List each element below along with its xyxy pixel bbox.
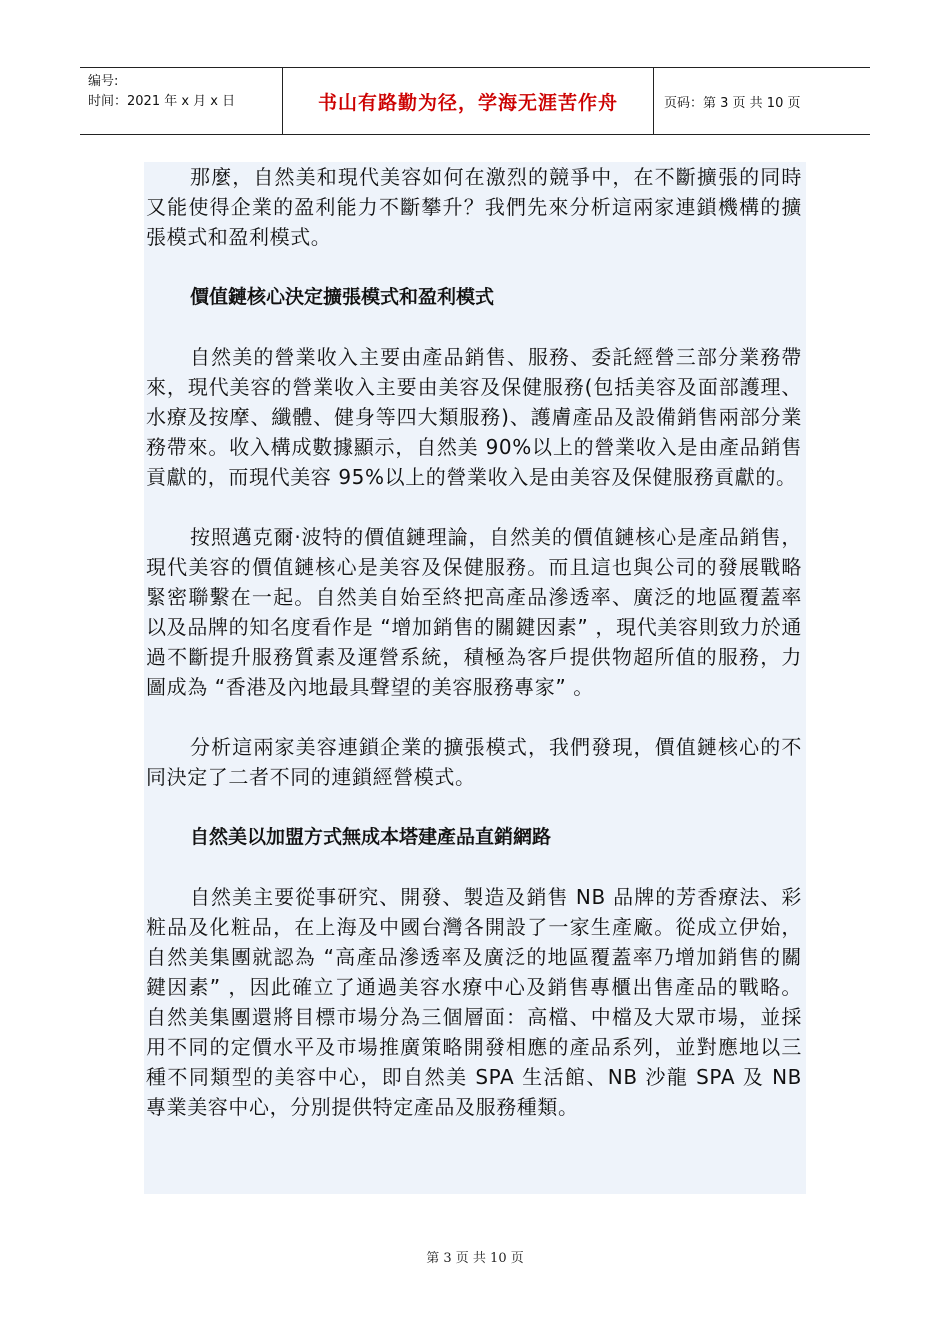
header-meta <box>80 68 283 134</box>
document-date: 时间：2021 年 x 月 x 日 <box>88 94 236 109</box>
section-heading-franchise: 自然美以加盟方式無成本塔建產品直銷網路 <box>190 826 552 848</box>
page-footer: 第 3 页 共 10 页 <box>426 1251 524 1266</box>
header-motto: 书山有路勤为径，学海无涯苦作舟 <box>283 68 654 134</box>
paragraph-analysis: 分析這兩家美容連鎖企業的擴張模式，我們發現，價值鏈核心的不同決定了二者不同的連鎖經營模式。 <box>146 735 802 789</box>
section-heading-value-chain: 價值鏈核心決定擴張模式和盈利模式 <box>190 286 495 308</box>
header-page-info: 页码：第 3 页 共 10 页 <box>664 95 801 111</box>
paragraph-natural-beauty: 自然美主要從事研究、開發、製造及銷售 NB 品牌的芳香療法、彩粧品及化粧品，在上海及中國台灣各開設了一家生產廠。從成立伊始，自然美集團就認為 “高產品滲透率及廣泛的地區覆蓋率乃增加銷售的關鍵因素” ，因此確立了通過美容水療中心及銷售專櫃出售產品的戰略。自然美集團還將目標市場分為三個層面：高檔、中檔及大眾市場，並採用不同的定價水平及市場推廣策略開發相應的產品系列，並對應地以三種不同類型的美容中心，即自然美 SPA 生活館、NB 沙龍 SPA 及 NB 專業美容中心，分別提供特定產品及服務種類。 <box>146 885 802 1119</box>
document-number-label: 编号: <box>88 74 119 89</box>
paragraph-revenue: 自然美的營業收入主要由產品銷售、服務、委託經營三部分業務帶來，現代美容的營業收入主要由美容及保健服務(包括美容及面部護理、水療及按摩、纖體、健身等四大類服務)、護膚產品及設備銷售兩部分業務帶來。收入構成數據顯示，自然美 90%以上的營業收入是由產品銷售貢獻的，而現代美容 95%以上的營業收入是由美容及保健服務貢獻的。 <box>146 345 802 489</box>
paragraph-porter: 按照邁克爾·波特的價值鏈理論，自然美的價值鏈核心是產品銷售，現代美容的價值鏈核心是美容及保健服務。而且這也與公司的發展戰略緊密聯繫在一起。自然美自始至終把高產品滲透率、廣泛的地區覆蓋率以及品牌的知名度看作是 “增加銷售的關鍵因素” ，現代美容則致力於通過不斷提升服務質素及運營系統，積極為客戶提供物超所值的服務，力圖成為 “香港及內地最具聲望的美容服務專家” 。 <box>146 525 802 699</box>
page-header <box>80 67 870 135</box>
article-body <box>144 162 806 1194</box>
paragraph-intro: 那麼，自然美和現代美容如何在激烈的競爭中，在不斷擴張的同時又能使得企業的盈利能力不斷攀升？我們先來分析這兩家連鎖機構的擴張模式和盈利模式。 <box>146 165 802 249</box>
